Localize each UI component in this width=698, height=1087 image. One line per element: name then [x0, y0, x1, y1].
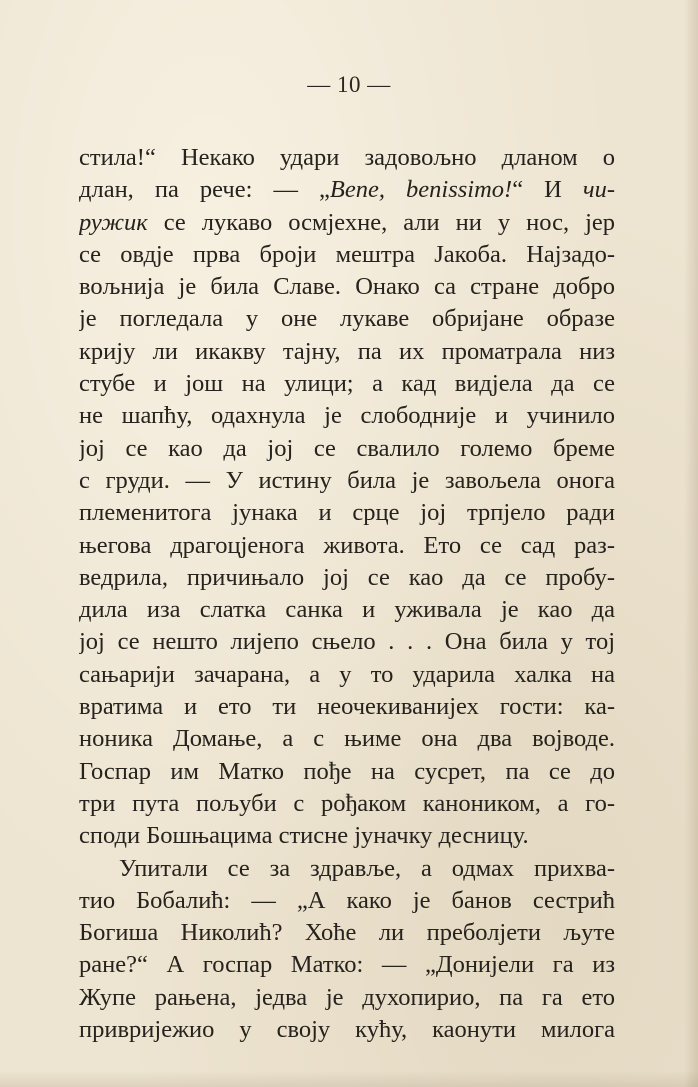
text-line	[79, 368, 615, 400]
text-line	[79, 142, 615, 174]
text-line	[79, 433, 615, 465]
text-line	[79, 691, 615, 723]
text-run: три пута пољуби с рођаком каноником, а го-	[79, 789, 615, 817]
text-run: ноника Домање, а с њиме она два војводе.	[79, 725, 615, 753]
text-line	[79, 271, 615, 303]
text-run: крију ли икакву тајну, па их проматрала низ	[79, 337, 615, 365]
text-run: јој се нешто лијепо сњело . . . Она била у тој	[79, 628, 615, 656]
text-line	[79, 949, 615, 981]
page-bottom-shadow	[0, 1071, 698, 1087]
text-run: стила!“ Некако удари задовољно дланом о	[79, 144, 615, 171]
text-run: ведрила, причињало јој се као да се пробу-	[79, 563, 615, 591]
italic-text: Bene, benissimo!	[329, 176, 513, 204]
text-run: Упитали се за здравље, а одмах прихва-	[119, 854, 615, 882]
text-line	[79, 788, 615, 820]
text-line	[79, 659, 615, 691]
text-line	[79, 174, 615, 206]
text-line	[79, 336, 615, 368]
text-run: Госпар им Матко пође на сусрет, па се до	[79, 757, 615, 785]
body-text	[79, 142, 615, 1046]
text-run: “ И	[512, 176, 583, 204]
text-line	[79, 1014, 615, 1046]
italic-text: чи-	[582, 176, 615, 204]
text-line	[79, 303, 615, 335]
italic-text: ружик	[79, 208, 148, 236]
text-run: његова драгоцјенога живота. Ето се сад раз-	[79, 531, 615, 559]
text-run: вољнија је била Славе. Онако са стране добро	[79, 273, 615, 301]
text-run: Жупе рањена, једва је духопирио, па га ето	[79, 983, 615, 1011]
text-line	[79, 982, 615, 1014]
text-line	[79, 594, 615, 626]
text-line	[79, 756, 615, 788]
text-line	[79, 820, 615, 852]
text-line	[79, 917, 615, 949]
text-line	[79, 400, 615, 432]
text-run: длан, па рече: — „	[79, 176, 330, 204]
text-run: се овдје прва броји мештра Јакоба. Најзадо-	[79, 240, 615, 268]
page-edge-shadow	[684, 0, 698, 1087]
text-run: привријежио у своју кућу, каонути милога	[79, 1016, 615, 1044]
text-run: Богиша Николић? Хоће ли преболјети љуте	[79, 919, 615, 947]
text-run: сањарији зачарана, а у то ударила халка на	[79, 660, 615, 688]
text-line	[79, 207, 615, 239]
text-line	[79, 530, 615, 562]
text-run: се лукаво осмјехне, али ни у нос, јер	[147, 208, 615, 236]
text-line	[79, 723, 615, 755]
text-run: јој се као да јој се свалило големо бреме	[79, 434, 615, 462]
text-run: је погледала у оне лукаве обријане образе	[79, 305, 615, 333]
text-line	[79, 497, 615, 529]
text-line	[79, 239, 615, 271]
text-run: ране?“ А госпар Матко: — „Донијели га из	[79, 951, 615, 979]
text-line	[79, 885, 615, 917]
text-run: тио Бобалић: — „А како је банов сестрић	[79, 886, 615, 914]
text-line	[79, 562, 615, 594]
text-line	[79, 465, 615, 497]
text-run: стубе и још на улици; а кад видјела да се	[79, 370, 615, 398]
text-line	[79, 853, 615, 885]
text-run: споди Бошњацима стисне јуначку десницу.	[79, 822, 529, 850]
text-line	[79, 626, 615, 658]
text-run: племенитога јунака и срце јој трпјело ради	[79, 499, 615, 527]
text-run: с груди. — У истину била је завољела онога	[79, 466, 615, 494]
page-number: — 10 —	[307, 72, 391, 97]
text-run: дила иза слатка санка и уживала је као да	[79, 596, 615, 624]
text-run: не шапћу, одахнула је слободније и учинило	[79, 402, 615, 430]
text-run: вратима и ето ти неочекиванијех гости: ка-	[79, 693, 615, 721]
